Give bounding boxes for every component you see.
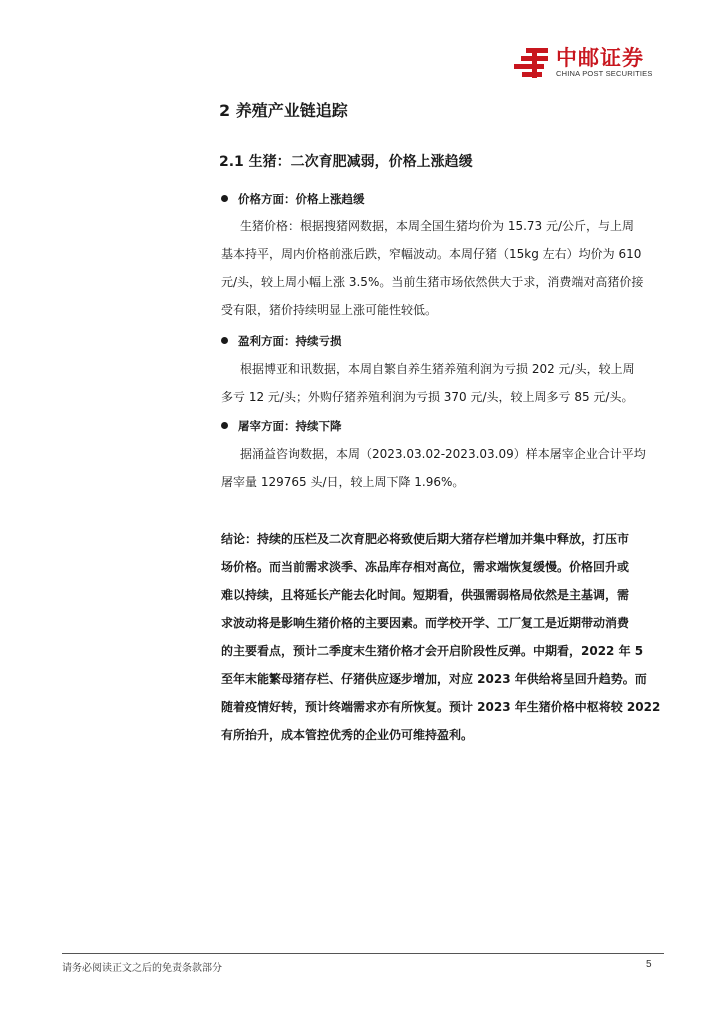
paragraph-line: 根据博亚和讯数据，本周自繁自养生猪养殖利润为亏损 202 元/头，较上周: [240, 362, 635, 376]
conclusion-line: 场价格。而当前需求淡季、冻品库存相对高位，需求端恢复缓慢。价格回升或: [221, 560, 630, 574]
paragraph-line: 生猪价格：根据搜猪网数据，本周全国生猪均价为 15.73 元/公斤，与上周: [240, 219, 635, 233]
paragraph-line: 多亏 12 元/头；外购仔猪养殖利润为亏损 370 元/头，较上周多亏 85 元/头。: [221, 390, 634, 404]
paragraph-line: 据涌益咨询数据，本周（2023.03.02-2023.03.09）样本屠宰企业合计平均: [240, 447, 646, 461]
conclusion-line: 求波动将是影响生猪价格的主要因素。而学校开学、工厂复工是近期带动消费: [221, 616, 630, 630]
page-number: 5: [646, 959, 652, 970]
paragraph-line: 屠宰量 129765 头/日，较上周下降 1.96%。: [221, 475, 465, 489]
paragraph-line: 受有限，猪价持续明显上涨可能性较低。: [221, 303, 438, 317]
bullet-title: 屠宰方面：持续下降: [238, 419, 342, 433]
paragraph-line: 元/头，较上周小幅上涨 3.5%。当前生猪市场依然供大于求，消费端对高猪价接: [221, 275, 644, 289]
paragraph-line: 基本持平，周内价格前涨后跌，窄幅波动。本周仔猪（15kg 左右）均价为 610: [221, 247, 642, 261]
conclusion-line: 至年末能繁母猪存栏、仔猪供应逐步增加，对应 2023 年供给将呈回升趋势。而: [221, 672, 647, 686]
china-post-logo-icon: [512, 46, 550, 80]
bullet-dot-icon: [221, 195, 228, 202]
bullet-dot-icon: [221, 422, 228, 429]
bullet-title: 价格方面：价格上涨趋缓: [238, 192, 365, 206]
conclusion-line: 难以持续，且将延长产能去化时间。短期看，供强需弱格局依然是主基调，需: [221, 588, 630, 602]
section-heading: 2 养殖产业链追踪: [219, 101, 348, 120]
conclusion-line: 有所抬升，成本管控优秀的企业仍可维持盈利。: [221, 728, 474, 742]
logo-english-name: CHINA POST SECURITIES: [556, 69, 653, 78]
conclusion-line: 结论：持续的压栏及二次育肥必将致使后期大猪存栏增加并集中释放，打压市: [221, 532, 630, 546]
conclusion-line: 的主要看点，预计二季度末生猪价格才会开启阶段性反弹。中期看，2022 年 5: [221, 644, 644, 658]
company-logo: [512, 46, 672, 80]
footer-disclaimer: 请务必阅读正文之后的免责条款部分: [62, 963, 222, 974]
conclusion-line: 随着疫情好转，预计终端需求亦有所恢复。预计 2023 年生猪价格中枢将较 2022: [221, 700, 661, 714]
bullet-price: [221, 190, 365, 208]
bullet-title: 盈利方面：持续亏损: [238, 334, 342, 348]
bullet-dot-icon: [221, 337, 228, 344]
subsection-heading: 2.1 生猪：二次育肥减弱，价格上涨趋缓: [219, 154, 473, 170]
footer-divider: [62, 953, 664, 954]
bullet-profit: [221, 332, 342, 350]
bullet-slaughter: [221, 417, 342, 435]
logo-chinese-name: 中邮证券: [556, 46, 644, 70]
